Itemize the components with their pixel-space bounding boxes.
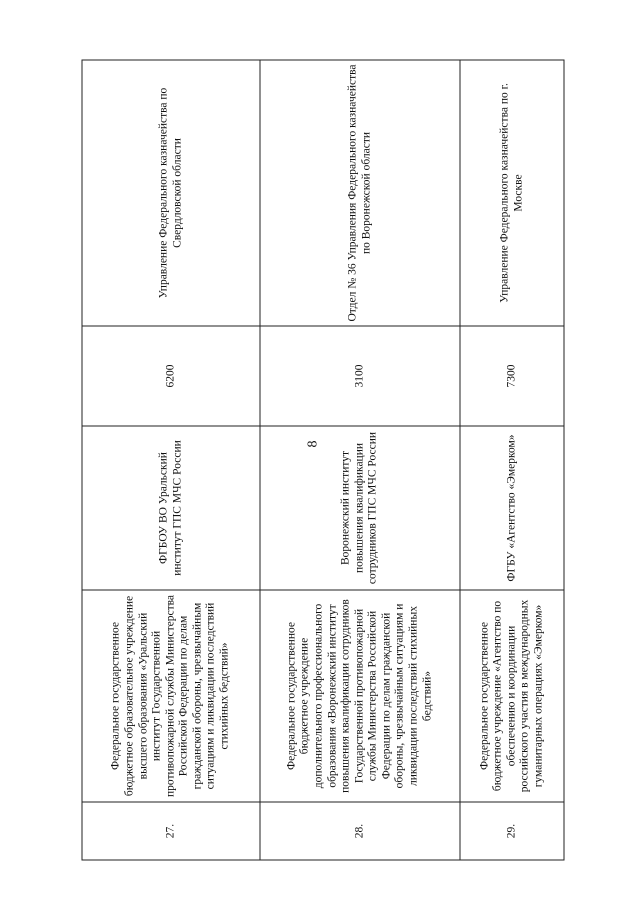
row-number-cell: 29. [460,802,564,860]
code-cell: 3100 [260,326,460,426]
full-name-cell: Федеральное государственное бюджетное учреждение «Агентство по обеспечению и координации российского участия в международных гуманитарных операциях «Эмерком» [460,590,564,802]
row-number-cell: 27. [82,802,260,860]
table-row [260,60,460,860]
institutions-table [82,60,565,861]
full-name-cell: Федеральное государственное бюджетное учреждение дополнительного профессионального образования «Воронежский институт повышения квалификации сотрудников Государственной противопожарной службы Министерства Российской Федерации по делам гражданской обороны, чрезвычайным ситуациям и ликвидации последствий стихийных бедствий» [260,590,460,802]
short-name-cell: Воронежский институт повышения квалификации сотрудников ГПС МЧС России [260,426,460,590]
table-row [82,60,260,860]
table-row [460,60,564,860]
short-name-cell: ФГБОУ ВО Уральский институт ГПС МЧС России [82,426,260,590]
full-name-cell: Федеральное государственное бюджетное образовательное учреждение высшего образования «Уральский институт Государственной противопожарной службы Министерства Российской Федерации по делам гражданской обороны, чрезвычайным ситуациям и ликвидации последствий стихийных бедствий» [82,590,260,802]
treasury-cell: Управление Федерального казначейства по г. Москве [460,60,564,326]
code-cell: 7300 [460,326,564,426]
document-body [82,60,564,860]
code-cell: 6200 [82,326,260,426]
page-number: 8 [305,440,321,448]
treasury-cell: Управление Федерального казначейства по Свердловской области [82,60,260,326]
short-name-cell: ФГБУ «Агентство «Эмерком» [460,426,564,590]
treasury-cell: Отдел № 36 Управления Федерального казначейства по Воронежской области [260,60,460,326]
row-number-cell: 28. [260,802,460,860]
